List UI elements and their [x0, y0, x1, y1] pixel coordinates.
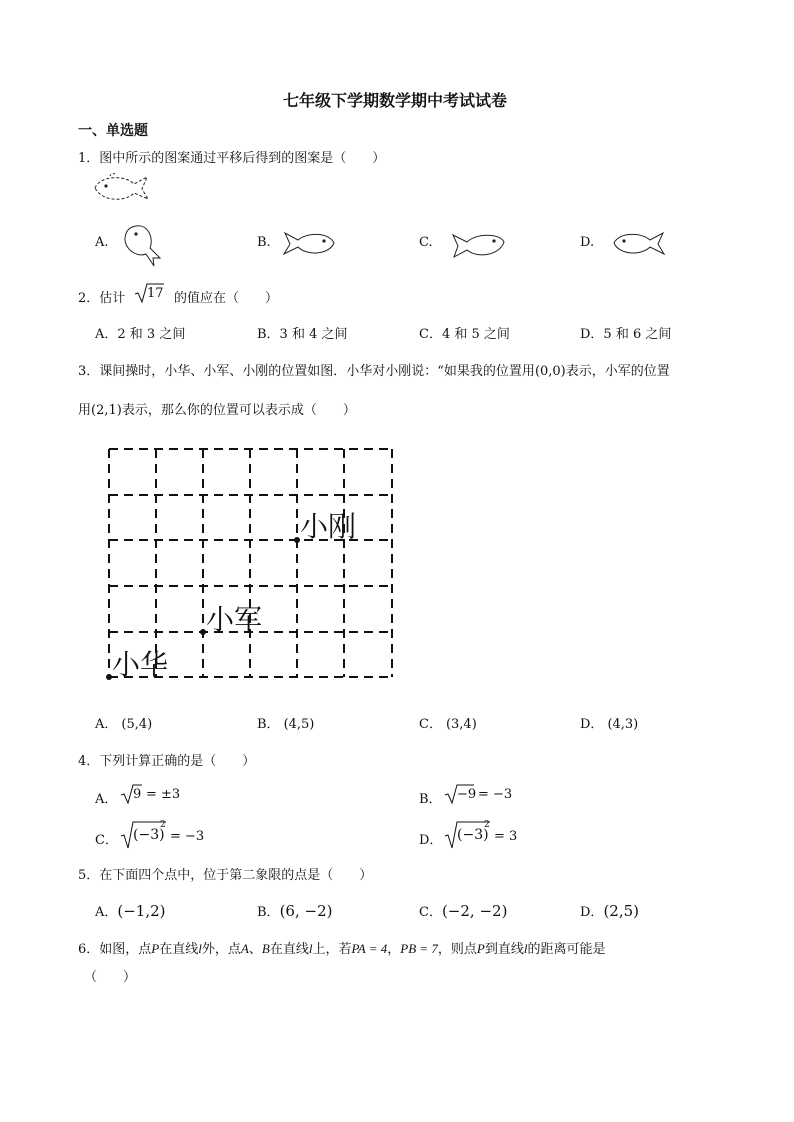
exponent: 2: [160, 820, 166, 830]
question-text-pre: 估计: [99, 291, 126, 306]
label-xiaojun: 小军: [206, 603, 263, 636]
option-label: B．: [257, 717, 280, 732]
question-3-line-1: [78, 360, 670, 379]
option-d-label[interactable]: D.: [580, 235, 595, 250]
question-text-post: 的值应在（ ）: [174, 291, 279, 306]
question-number: 6．: [78, 942, 100, 957]
question-number: 5．: [78, 868, 100, 883]
label-xiaogang: 小刚: [300, 510, 357, 543]
option-a-label[interactable]: A.: [95, 235, 109, 250]
fish-option-b-icon[interactable]: [282, 228, 336, 258]
question-5: [78, 864, 372, 883]
line-l: l: [523, 941, 528, 956]
option-value: (4,3): [607, 717, 639, 732]
question-text: 上，若: [312, 942, 352, 957]
option-b[interactable]: [257, 901, 332, 920]
question-text: 表示，小军的位置: [565, 364, 670, 379]
question-text: ，: [387, 942, 401, 957]
section-heading: 一、单选题: [78, 123, 148, 139]
question-number: 1．: [78, 151, 100, 166]
question-3-line-2: [78, 399, 356, 418]
option-label: D．: [419, 833, 443, 848]
line-l: l: [198, 941, 202, 956]
question-text: ，则点: [437, 942, 477, 957]
option-value: (4,5): [283, 717, 315, 732]
line-l: l: [308, 941, 313, 956]
option-c[interactable]: [419, 901, 507, 920]
question-1: [78, 147, 385, 166]
question-4: [78, 750, 255, 769]
option-b[interactable]: [419, 788, 442, 807]
option-label: C．: [419, 717, 442, 732]
option-value: (3,4): [445, 717, 477, 732]
option-c[interactable]: [95, 829, 118, 848]
option-label: B．: [257, 905, 280, 920]
option-label: A．: [95, 792, 118, 807]
fish-option-d-icon[interactable]: [612, 228, 666, 258]
equation-rhs: = ±3: [146, 787, 181, 802]
option-label: A．: [95, 905, 118, 920]
equation-rhs: = −3: [478, 787, 513, 802]
option-value: (2,5): [603, 902, 639, 920]
radicand: −9: [457, 787, 477, 802]
option-b[interactable]: B．3 和 4 之间: [257, 327, 348, 342]
question-text: 、: [248, 942, 262, 957]
question-text: 用: [78, 403, 92, 418]
question-6-line-1: [78, 938, 606, 957]
radicand: (−3): [457, 827, 489, 843]
fish-option-a-icon[interactable]: [120, 222, 166, 268]
question-number: 4．: [78, 754, 100, 769]
exponent: 2: [484, 820, 490, 830]
coord-origin: (0,0): [534, 364, 566, 379]
option-b[interactable]: [257, 713, 314, 732]
pb-equation: PB = 7: [400, 941, 438, 956]
question-text: 的距离可能是: [527, 942, 606, 957]
option-value: (5,4): [121, 717, 153, 732]
radicand: 9: [133, 787, 142, 802]
pa-equation: PA = 4: [351, 941, 388, 956]
option-d[interactable]: D．5 和 6 之间: [580, 327, 672, 342]
question-2: [78, 287, 125, 306]
option-b-label[interactable]: B.: [257, 235, 271, 250]
radicand: (−3): [133, 827, 165, 843]
question-number: 2．: [78, 291, 100, 306]
question-text: 到直线: [484, 942, 524, 957]
question-text: 在直线: [159, 942, 199, 957]
question-text: 表示，那么你的位置可以表示成（ ）: [121, 403, 356, 418]
radicand-17: 17: [147, 286, 164, 301]
question-text: 下列计算正确的是（ ）: [99, 754, 256, 769]
option-a[interactable]: [95, 901, 166, 920]
option-a[interactable]: [95, 788, 117, 807]
option-label: D．: [580, 905, 604, 920]
option-label: C．: [419, 905, 442, 920]
equation-rhs: = 3: [494, 829, 518, 844]
question-text: 外，点: [201, 942, 241, 957]
option-value: (−1,2): [117, 902, 166, 920]
option-a[interactable]: [95, 713, 152, 732]
option-value: (6, −2): [279, 902, 333, 920]
option-d[interactable]: [419, 829, 442, 848]
coord-jun: (2,1): [91, 403, 122, 418]
option-d[interactable]: [580, 901, 639, 920]
option-value: (−2, −2): [441, 902, 508, 920]
equation-rhs: = −3: [170, 829, 205, 844]
point-p: P: [151, 941, 160, 956]
option-c[interactable]: [419, 713, 477, 732]
question-text: 在直线: [269, 942, 309, 957]
question-text: 在下面四个点中，位于第二象限的点是（ ）: [99, 868, 373, 883]
option-label: D．: [580, 717, 604, 732]
question-number: 3．: [78, 364, 100, 379]
option-c[interactable]: C．4 和 5 之间: [419, 327, 510, 342]
option-label: B．: [419, 792, 442, 807]
point-p: P: [476, 941, 485, 956]
option-a[interactable]: A．2 和 3 之间: [95, 327, 186, 342]
option-label: A．: [95, 717, 118, 732]
question-text: 如图，点: [99, 942, 152, 957]
page-title: 七年级下学期数学期中考试试卷: [283, 91, 508, 110]
fish-option-c-icon[interactable]: [450, 229, 506, 261]
question-text: 课间操时，小华、小军、小刚的位置如图．小华对小刚说：“如果我的位置用: [99, 364, 535, 379]
fish-reference-icon: [92, 172, 152, 204]
question-6-line-2: （ ）: [84, 970, 137, 985]
option-d[interactable]: [580, 713, 638, 732]
point-b: B: [261, 941, 270, 956]
point-a: A: [240, 941, 249, 956]
label-xiaohua: 小华: [112, 648, 169, 681]
option-c-label[interactable]: C.: [419, 235, 433, 250]
question-text: 图中所示的图案通过平移后得到的图案是（ ）: [99, 151, 386, 166]
option-label: C．: [95, 833, 118, 848]
